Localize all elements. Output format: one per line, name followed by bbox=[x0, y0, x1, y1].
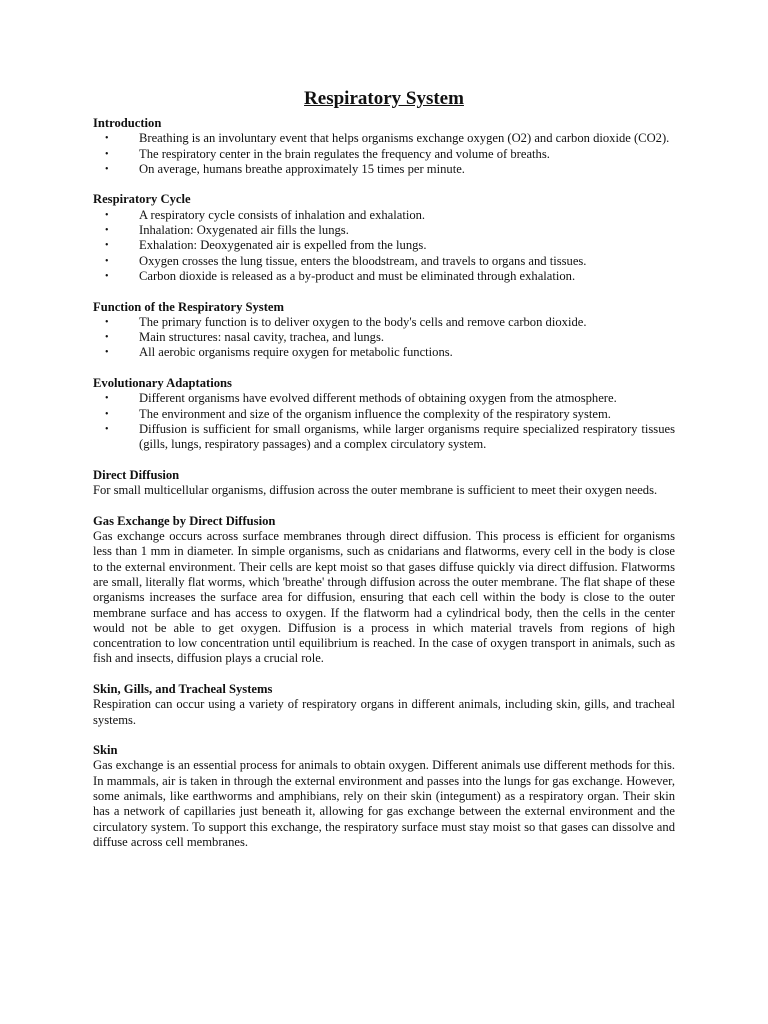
section-paragraph: For small multicellular organisms, diffusion across the outer membrane is sufficient to meet their oxygen needs. bbox=[93, 483, 658, 498]
bullet-item bbox=[93, 345, 675, 360]
bullet-icon: • bbox=[105, 393, 109, 405]
bullet-item bbox=[93, 315, 675, 330]
bullet-icon: • bbox=[105, 240, 109, 252]
bullet-item bbox=[93, 330, 675, 345]
bullet-text: Diffusion is sufficient for small organisms, while larger organisms require specialized respiratory tissues (gills, lungs, respiratory passages) and a complex circulatory system. bbox=[139, 421, 675, 452]
section-introduction bbox=[93, 116, 675, 177]
bullet-item bbox=[93, 254, 675, 269]
bullet-text: Oxygen crosses the lung tissue, enters the bloodstream, and travels to organs and tissues. bbox=[139, 253, 587, 268]
section-heading: Skin bbox=[93, 743, 118, 758]
bullet-icon: • bbox=[105, 408, 109, 420]
bullet-text: Exhalation: Deoxygenated air is expelled from the lungs. bbox=[139, 238, 427, 253]
bullet-item bbox=[93, 269, 675, 284]
bullet-list bbox=[93, 131, 675, 177]
section-direct-diffusion bbox=[93, 468, 675, 499]
section-paragraph: Gas exchange is an essential process for animals to obtain oxygen. Different animals use different methods for this. In mammals, air is taken in through the external environment and passes into the lungs for gas exchange. However, some animals, like earthworms and amphibians, rely on their skin (integument) as a respiratory organ. Their skin has a network of capillaries just beneath it, allowing for gas exchange between the external environment and the circulatory system. To support this exchange, the respiratory surface must stay moist so that gases can dissolve and diffuse across cell membranes. bbox=[93, 758, 675, 849]
bullet-icon: • bbox=[105, 270, 109, 282]
bullet-icon: • bbox=[105, 255, 109, 267]
document-title: Respiratory System bbox=[304, 88, 464, 109]
section-skin bbox=[93, 743, 675, 850]
bullet-item bbox=[93, 162, 675, 177]
bullet-list bbox=[93, 208, 675, 284]
bullet-text: The environment and size of the organism influence the complexity of the respiratory system. bbox=[139, 406, 611, 421]
section-heading: Respiratory Cycle bbox=[93, 192, 191, 207]
bullet-icon: • bbox=[105, 316, 109, 328]
bullet-icon: • bbox=[105, 133, 109, 145]
bullet-item bbox=[93, 422, 675, 453]
section-gas-exchange bbox=[93, 514, 675, 667]
bullet-text: All aerobic organisms require oxygen for metabolic functions. bbox=[139, 345, 453, 360]
section-respiratory-cycle bbox=[93, 192, 675, 284]
section-heading: Function of the Respiratory System bbox=[93, 299, 284, 314]
section-heading: Direct Diffusion bbox=[93, 467, 180, 482]
bullet-text: On average, humans breathe approximately 15 times per minute. bbox=[139, 161, 465, 176]
bullet-list bbox=[93, 315, 675, 361]
section-heading: Introduction bbox=[93, 116, 162, 130]
bullet-icon: • bbox=[105, 209, 109, 221]
section-paragraph: Respiration can occur using a variety of respiratory organs in different animals, including skin, gills, and tracheal systems. bbox=[93, 697, 675, 727]
section-paragraph: Gas exchange occurs across surface membranes through direct diffusion. This process is efficient for organisms less than 1 mm in diameter. In simple organisms, such as cnidarians and flatworms, every cell in the body is close to the external environment. Their cells are kept moist so that gases diffuse quickly via direct diffusion. Flatworms are small, literally flat worms, which 'breathe' through diffusion across the outer membrane. The flat shape of these organisms increases the surface area for diffusion, ensuring that each cell within the body is close to the outer membrane surface and has access to oxygen. If the flatworm had a cylindrical body, then the cells in the center would not be able to get oxygen. Diffusion is a process in which material travels from regions of high concentration to low concentration until equilibrium is reached. In the case of oxygen transport in animals, such as fish and insects, diffusion plays a crucial role. bbox=[93, 529, 675, 666]
bullet-item bbox=[93, 131, 675, 146]
bullet-icon: • bbox=[105, 225, 109, 237]
section-function bbox=[93, 300, 675, 361]
section-skin-gills-tracheal bbox=[93, 682, 675, 728]
bullet-icon: • bbox=[105, 148, 109, 160]
bullet-item bbox=[93, 208, 675, 223]
bullet-item bbox=[93, 238, 675, 253]
bullet-text: Different organisms have evolved different methods of obtaining oxygen from the atmosphere. bbox=[139, 391, 617, 406]
bullet-item bbox=[93, 407, 675, 422]
section-heading: Evolutionary Adaptations bbox=[93, 376, 232, 391]
bullet-item bbox=[93, 223, 675, 238]
bullet-list bbox=[93, 391, 675, 452]
bullet-text: Inhalation: Oxygenated air fills the lungs. bbox=[139, 223, 349, 238]
bullet-icon: • bbox=[105, 163, 109, 175]
section-heading: Skin, Gills, and Tracheal Systems bbox=[93, 681, 273, 696]
bullet-item bbox=[93, 391, 675, 406]
bullet-icon: • bbox=[105, 332, 109, 344]
bullet-text: A respiratory cycle consists of inhalation and exhalation. bbox=[139, 207, 426, 222]
bullet-item bbox=[93, 147, 675, 162]
bullet-text: Main structures: nasal cavity, trachea, and lungs. bbox=[139, 330, 385, 345]
section-heading: Gas Exchange by Direct Diffusion bbox=[93, 513, 276, 528]
bullet-text: Breathing is an involuntary event that helps organisms exchange oxygen (O2) and carbon dioxide (CO2). bbox=[139, 131, 670, 146]
bullet-icon: • bbox=[105, 423, 109, 435]
section-evolutionary-adaptations bbox=[93, 376, 675, 452]
bullet-icon: • bbox=[105, 347, 109, 359]
bullet-text: The primary function is to deliver oxygen to the body's cells and remove carbon dioxide. bbox=[139, 314, 587, 329]
bullet-text: The respiratory center in the brain regulates the frequency and volume of breaths. bbox=[139, 146, 550, 161]
bullet-text: Carbon dioxide is released as a by-product and must be eliminated through exhalation. bbox=[139, 268, 576, 283]
